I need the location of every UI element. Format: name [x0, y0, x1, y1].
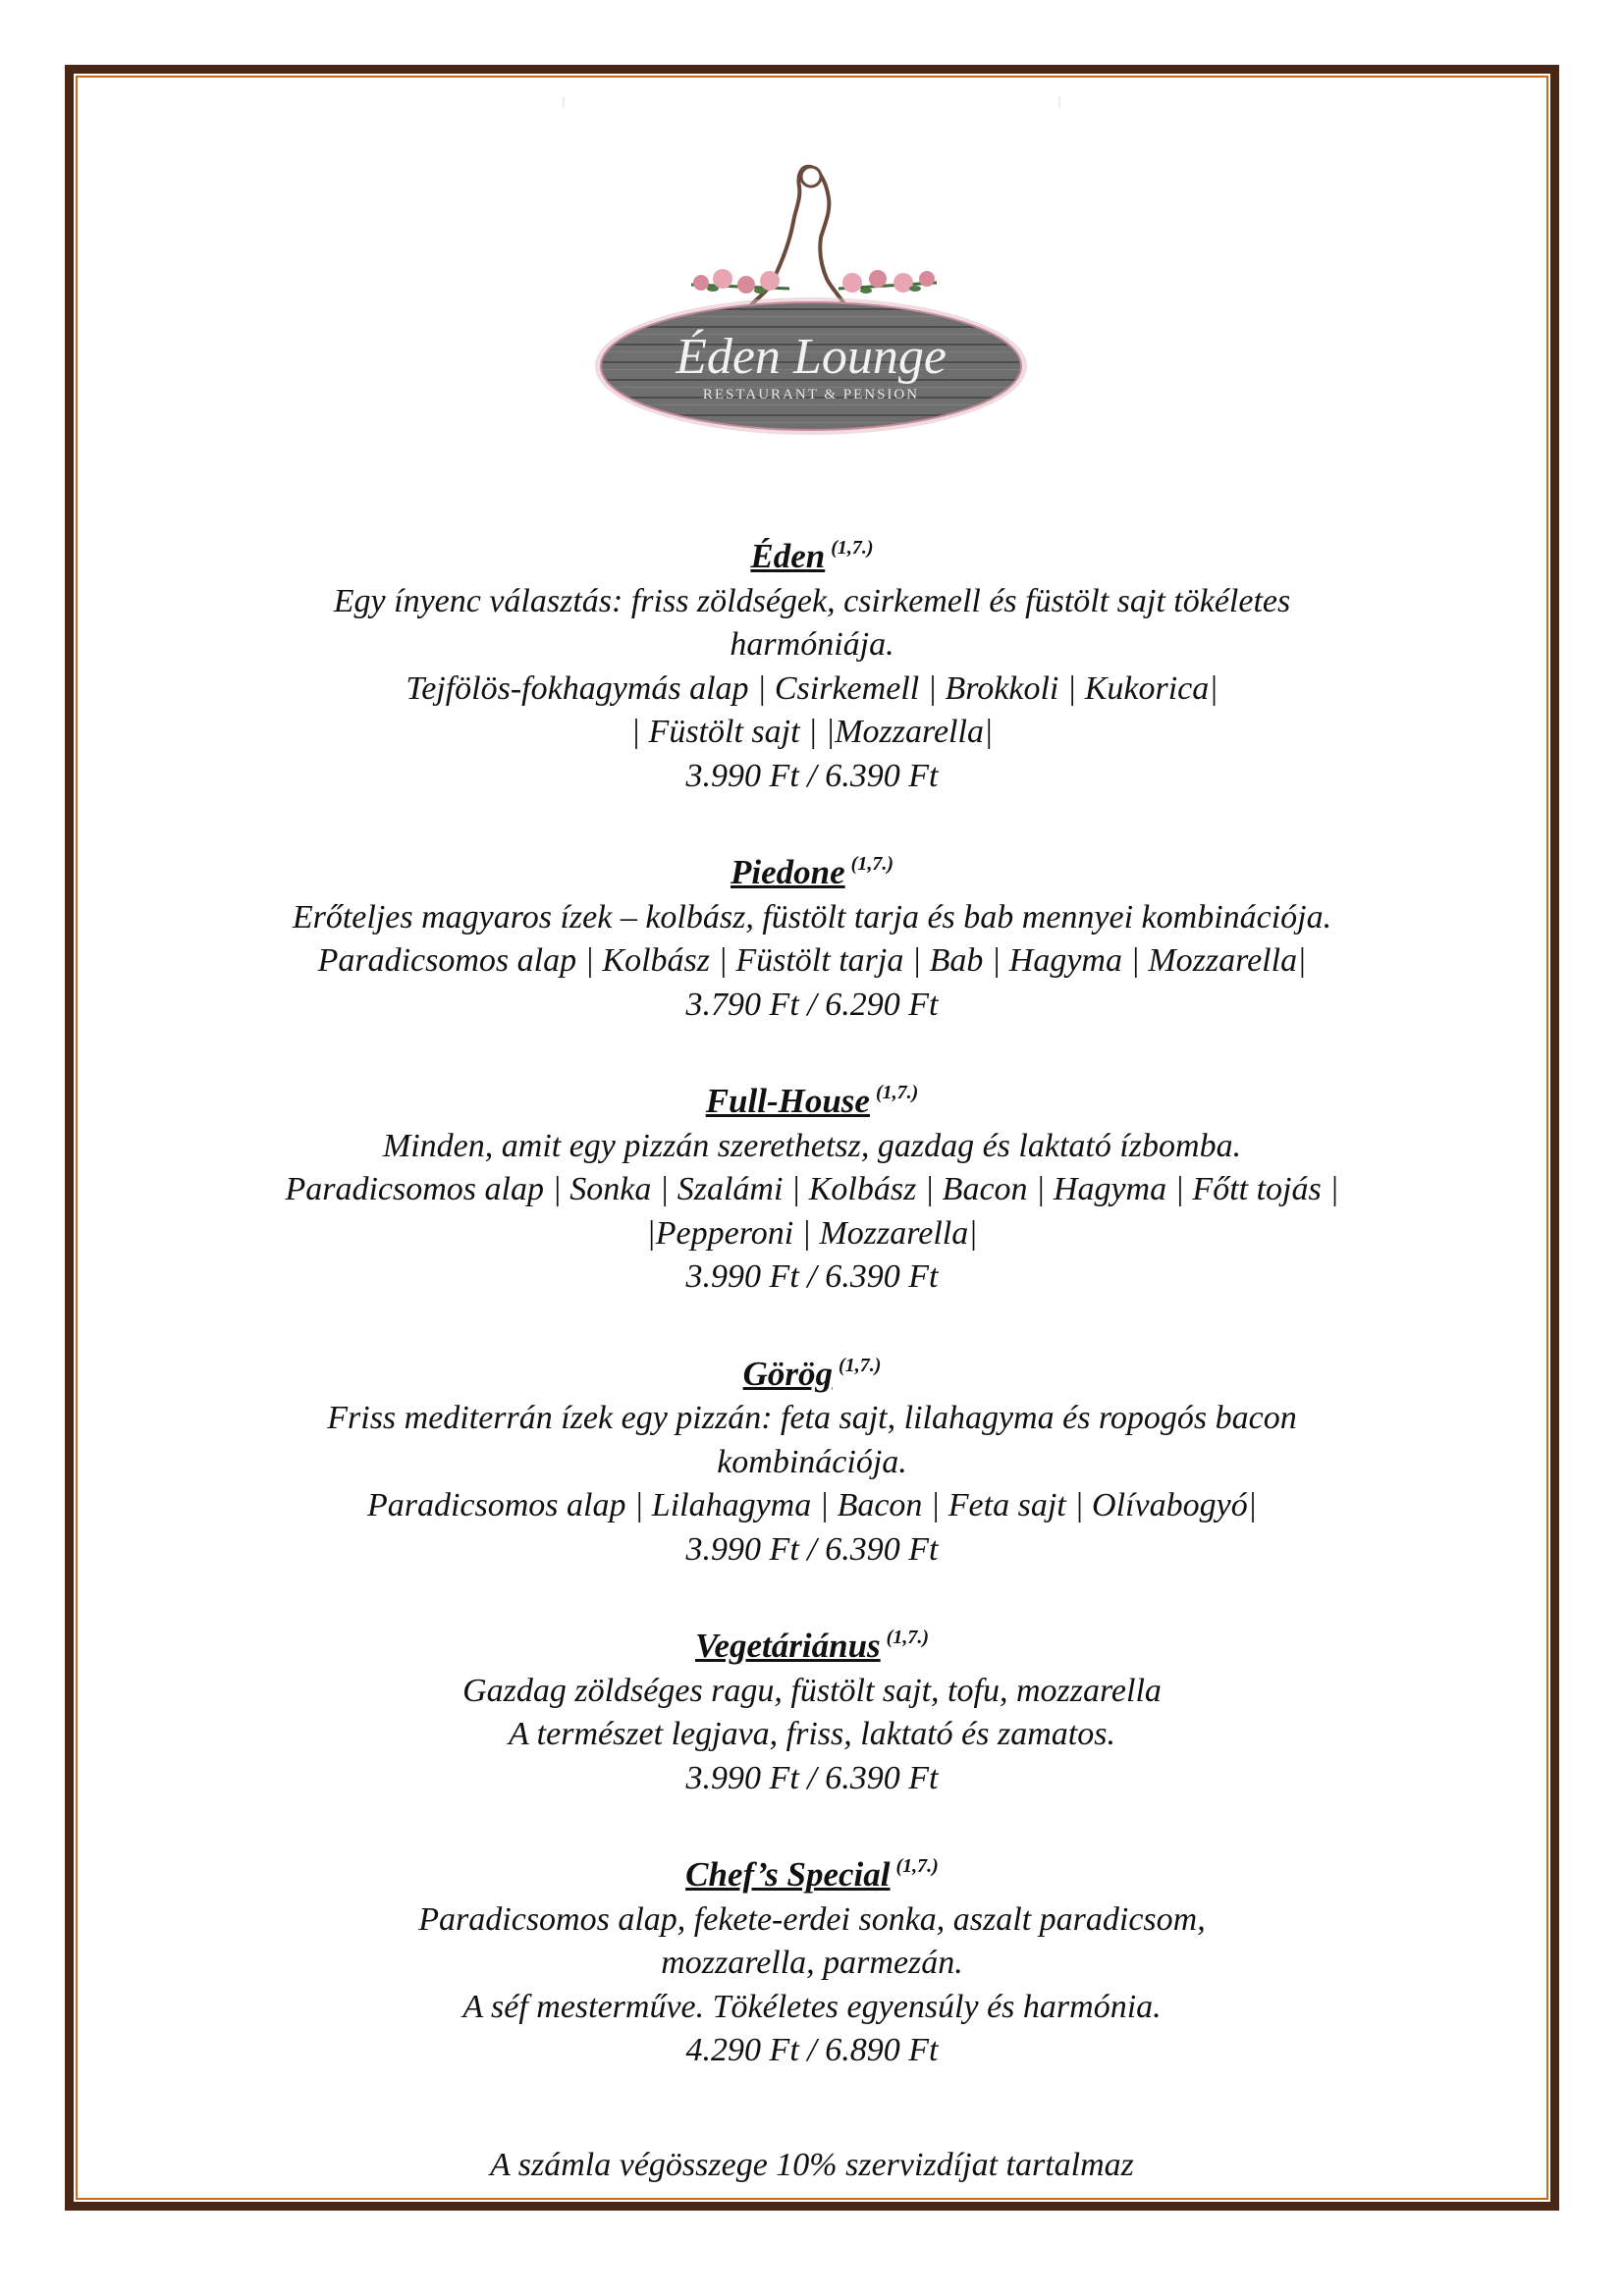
allergen-codes: (1,7.)	[839, 1354, 882, 1376]
menu-item-price: 3.990 Ft / 6.390 Ft	[685, 1530, 939, 1568]
menu-item-title	[98, 1071, 1526, 1125]
menu-item-line: Gazdag zöldséges ragu, füstölt sajt, tofu, mozzarella	[462, 1672, 1162, 1709]
menu-item-price: 3.790 Ft / 6.290 Ft	[685, 986, 939, 1023]
menu-item-name: Görög	[742, 1354, 834, 1393]
menu-item-line: Egy ínyenc választás: friss zöldségek, csirkemell és füstölt sajt tökéletes	[333, 582, 1291, 619]
menu-item-line: | Füstölt sajt | |Mozzarella|	[630, 714, 994, 750]
menu-item-name: Éden	[750, 537, 826, 575]
allergen-codes: (1,7.)	[875, 1082, 919, 1103]
allergen-codes: (1,7.)	[886, 1627, 929, 1648]
restaurant-logo	[554, 96, 1069, 461]
logo-title: Éden Lounge	[676, 329, 947, 385]
menu-item-price: 4.290 Ft / 6.890 Ft	[685, 2032, 939, 2068]
allergen-codes: (1,7.)	[831, 537, 874, 559]
logo-subtitle: RESTAURANT & PENSION	[702, 387, 920, 402]
menu-item	[98, 1616, 1526, 1800]
menu-item-line: Tejfölös-fokhagymás alap | Csirkemell | Brokkoli | Kukorica|	[406, 669, 1218, 707]
menu-item-name: Full-House	[705, 1082, 870, 1120]
menu-item-line: Friss mediterrán ízek egy pizzán: feta sajt, lilahagyma és ropogós bacon	[327, 1400, 1297, 1436]
menu-item-title	[98, 526, 1526, 580]
menu-item-line: mozzarella, parmezán.	[661, 1945, 963, 1981]
menu-item-line: harmóniája.	[730, 626, 894, 663]
menu-item-name: Vegetáriánus	[695, 1627, 881, 1665]
menu-item-line: Erőteljes magyaros ízek – kolbász, füstölt tarja és bab mennyei kombinációja.	[292, 898, 1332, 935]
menu-item-line: |Pepperoni | Mozzarella|	[646, 1214, 978, 1252]
menu-item-line: Minden, amit egy pizzán szerethetsz, gazdag és laktató ízbomba.	[382, 1127, 1242, 1164]
allergen-codes: (1,7.)	[895, 1855, 939, 1877]
menu-item-title	[98, 1616, 1526, 1670]
menu-item-line: Paradicsomos alap, fekete-erdei sonka, aszalt paradicsom,	[418, 1900, 1206, 1938]
menu-item-line: Paradicsomos alap | Kolbász | Füstölt tarja | Bab | Hagyma | Mozzarella|	[317, 942, 1307, 979]
menu-item	[98, 526, 1526, 798]
menu-item	[98, 1344, 1526, 1573]
menu-item-price: 3.990 Ft / 6.390 Ft	[685, 1759, 939, 1796]
service-charge-note: A számla végösszege 10% szervizdíjat tartalmaz	[490, 2147, 1134, 2183]
menu-item-price: 3.990 Ft / 6.390 Ft	[685, 1258, 939, 1295]
menu-item-line: Paradicsomos alap | Sonka | Szalámi | Kolbász | Bacon | Hagyma | Főtt tojás |	[285, 1171, 1339, 1207]
menu-item-title	[98, 1844, 1526, 1898]
menu-item-title	[98, 1344, 1526, 1398]
menu-item-name: Chef’s Special	[685, 1855, 891, 1894]
pizza-menu	[98, 526, 1526, 2117]
allergen-codes: (1,7.)	[850, 853, 893, 875]
menu-item-name: Piedone	[731, 853, 845, 891]
menu-item-title	[98, 842, 1526, 896]
menu-item	[98, 1844, 1526, 2073]
menu-item-line: kombinációja.	[717, 1443, 907, 1480]
menu-item-price: 3.990 Ft / 6.390 Ft	[685, 757, 939, 794]
menu-item-line: A természet legjava, friss, laktató és zamatos.	[509, 1716, 1115, 1752]
menu-item	[98, 842, 1526, 1027]
menu-item-line: Paradicsomos alap | Lilahagyma | Bacon | Feta sajt | Olívabogyó|	[366, 1487, 1258, 1523]
menu-item-line: A séf mesterműve. Tökéletes egyensúly és harmónia.	[462, 1988, 1162, 2025]
menu-item	[98, 1071, 1526, 1300]
